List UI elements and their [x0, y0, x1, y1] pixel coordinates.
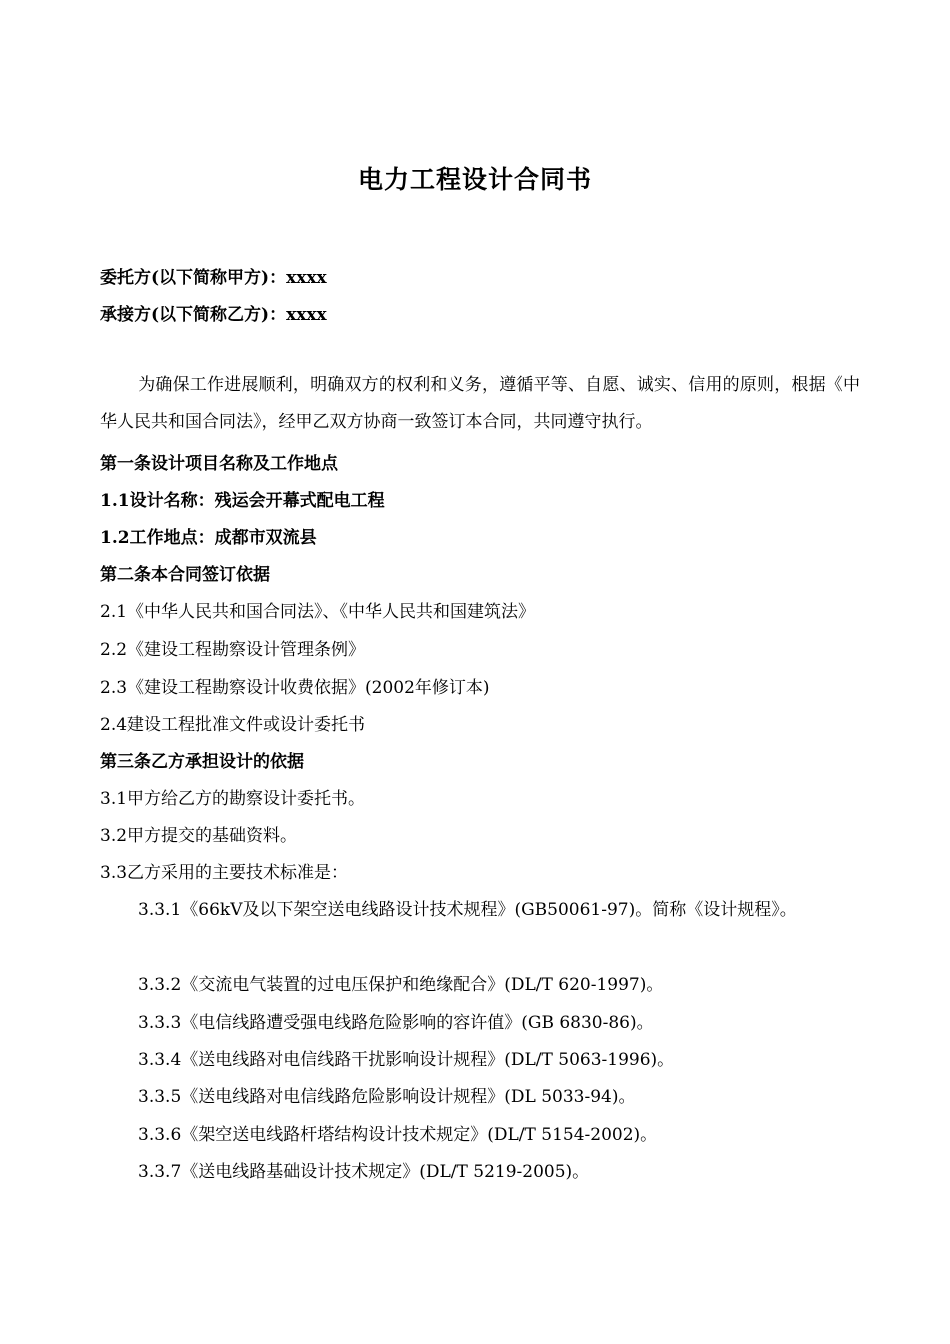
standard-item: 3.3.5《送电线路对电信线路危险影响设计规程》(DL 5033-94)。 — [138, 1087, 636, 1107]
article1-item2: 1.2工作地点：成都市双流县 — [100, 528, 317, 548]
intro-text: 为确保工作进展顺利，明确双方的权利和义务，遵循平等、自愿、诚实、信用的原则，根据《中华人民共和国合同法》，经甲乙双方协商一致签订本合同，共同遵守执行。 — [100, 375, 860, 432]
article2-item: 2.2《建设工程勘察设计管理条例》 — [100, 640, 366, 660]
standard-item: 3.3.4《送电线路对电信线路干扰影响设计规程》(DL/T 5063-1996)。 — [138, 1050, 675, 1070]
standard-item: 3.3.6《架空送电线路杆塔结构设计技术规定》(DL/T 5154-2002)。 — [138, 1125, 658, 1145]
article3-heading: 第三条乙方承担设计的依据 — [100, 752, 304, 772]
article1-heading: 第一条设计项目名称及工作地点 — [100, 454, 338, 474]
article2-item: 2.3《建设工程勘察设计收费依据》(2002年修订本) — [100, 678, 490, 698]
article2-item: 2.1《中华人民共和国合同法》、《中华人民共和国建筑法》 — [100, 602, 536, 622]
article3-item: 3.3乙方采用的主要技术标准是： — [100, 863, 349, 883]
intro-paragraph — [100, 367, 860, 441]
document-title: 电力工程设计合同书 — [357, 165, 592, 194]
article3-item: 3.2甲方提交的基础资料。 — [100, 826, 298, 846]
standard-item-wrapped — [100, 892, 860, 929]
standard-text: 3.3.1《66kV及以下架空送电线路设计技术规程》(GB50061-97)。简称《设计规程》。 — [138, 900, 797, 920]
article2-heading: 第二条本合同签订依据 — [100, 565, 270, 585]
party-a: 委托方(以下简称甲方)：xxxx — [100, 268, 327, 288]
standard-item: 3.3.7《送电线路基础设计技术规定》(DL/T 5219-2005)。 — [138, 1162, 590, 1182]
party-b: 承接方(以下简称乙方)：xxxx — [100, 305, 327, 325]
article1-item1: 1.1设计名称：残运会开幕式配电工程 — [100, 491, 385, 511]
standard-item: 3.3.3《电信线路遭受强电线路危险影响的容许值》(GB 6830-86)。 — [138, 1013, 654, 1033]
standard-item: 3.3.2《交流电气装置的过电压保护和绝缘配合》(DL/T 620-1997)。 — [138, 975, 664, 995]
article3-item: 3.1甲方给乙方的勘察设计委托书。 — [100, 789, 366, 809]
article2-item: 2.4建设工程批准文件或设计委托书 — [100, 715, 366, 735]
